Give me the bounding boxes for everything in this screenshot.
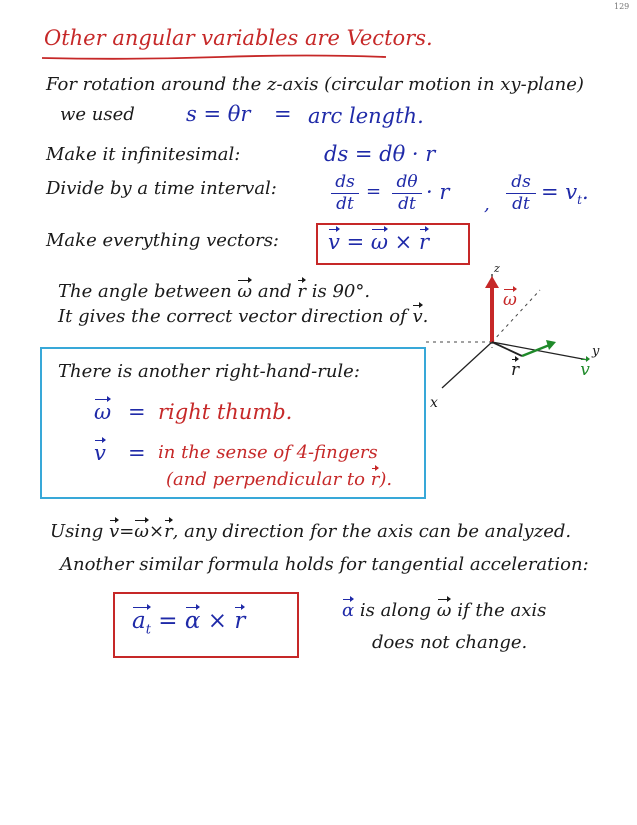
y-axis-label: y [592,344,600,359]
a-vector [132,610,151,637]
r-vector: r [370,469,380,490]
vt-subscript: t [577,193,582,208]
omega-vector: ω [370,230,388,254]
rhr-equals-2: = [128,441,146,465]
angle-note-text: The angle between [58,281,232,302]
a-symbol: a [132,608,146,634]
r-vector: r [164,521,173,542]
divide-label: Divide by a time interval: [46,178,277,199]
equals: = [158,608,178,634]
paren-close: ). [379,469,393,490]
fraction-denominator: dt [512,193,530,214]
angle-value-text: is 90°. [311,281,371,302]
omega-diagram-label: ω [503,290,517,310]
arc-length-text: arc length. [308,104,424,128]
heading-underline [40,54,390,62]
v-arrow [522,344,552,356]
omega-vector: ω [436,600,452,621]
rhr-v-line [94,443,106,464]
r-vector: r [418,230,430,254]
divide-equals: = [366,181,382,202]
rotation-intro-text: For rotation around the z-axis (circular motion in xy-plane) [46,74,584,95]
ds-dt-fraction-2 [506,173,536,213]
acceleration-formula [132,610,245,637]
r-vector: r [234,608,246,634]
omega-arrowhead [485,276,499,288]
using-suffix-text: , any direction for the axis can be analyzed. [172,521,572,542]
and-text: and [257,281,292,302]
fraction-denominator: dt [398,193,416,214]
r-arrow [492,342,522,356]
fraction-numerator: ds [511,172,531,192]
v-vector: v [328,230,340,254]
acceleration-intro: Another similar formula holds for tangential acceleration: [60,554,589,575]
cross-symbol: × [207,608,227,634]
equals: = [119,521,135,542]
vectors-label: Make everything vectors: [46,230,279,251]
angle-note-line2 [58,308,428,326]
rhr-omega-line [94,402,111,423]
omega-vector: ω [237,281,253,302]
alpha-vector: α [342,600,355,621]
v-vector: v [94,441,106,465]
vector-formula [328,232,429,253]
formula-equals: = [346,230,365,254]
using-line [50,523,571,541]
infinitesimal-formula: ds = dθ · r [324,142,436,166]
fraction-numerator: ds [335,172,355,192]
x-axis [442,342,492,388]
arc-equals: = [274,102,292,126]
r-diagram-label: r [510,360,520,380]
a-subscript: t [145,622,151,638]
using-text: Using [50,521,104,542]
z-axis-label: z [494,262,500,275]
divide-comma: , [484,194,490,215]
period: . [422,306,429,327]
r-vector: r [297,281,307,302]
direction-text: It gives the correct vector direction of [58,306,407,327]
perpendicular-note [166,471,392,489]
x-axis-label: x [430,395,438,411]
fraction-numerator: dθ [396,172,418,192]
we-used-text: we used [60,104,135,125]
fraction-denominator: dt [336,193,354,214]
y-axis [492,342,588,360]
page-heading: Other angular variables are Vectors. [44,26,433,50]
cross-symbol: × [394,230,413,254]
alpha-note-line1 [342,602,546,620]
along-text: is along [359,600,432,621]
vt-equals [541,182,589,206]
cross-symbol: × [148,521,165,542]
angle-note-line1 [58,283,370,301]
infinitesimal-label: Make it infinitesimal: [46,144,241,165]
right-hand-rule-title: There is another right-hand-rule: [58,361,360,382]
vt-dot: . [581,180,589,204]
four-fingers-text: in the sense of 4-fingers [158,442,378,463]
alpha-vector: α [184,608,201,634]
dtheta-dt-fraction [392,173,422,213]
page-number: 129 [614,2,630,11]
v-arrowhead [546,340,556,350]
ds-dt-fraction [331,173,359,213]
v-vector: v [412,306,423,327]
axis-text: if the axis [457,600,547,621]
omega-vector: ω [94,400,112,424]
omega-vector: ω [134,521,149,542]
axes-diagram [400,258,630,411]
perpendicular-text: (and perpendicular to [166,469,365,490]
right-thumb-text: right thumb. [158,400,293,424]
times-r: · r [426,180,450,204]
alpha-note-line2: does not change. [372,632,528,653]
v-diagram-label: v [580,360,590,380]
vt-symbol: = v [541,180,578,204]
arc-formula: s = θr [186,102,251,126]
rhr-equals-1: = [128,400,146,424]
v-vector: v [109,521,120,542]
